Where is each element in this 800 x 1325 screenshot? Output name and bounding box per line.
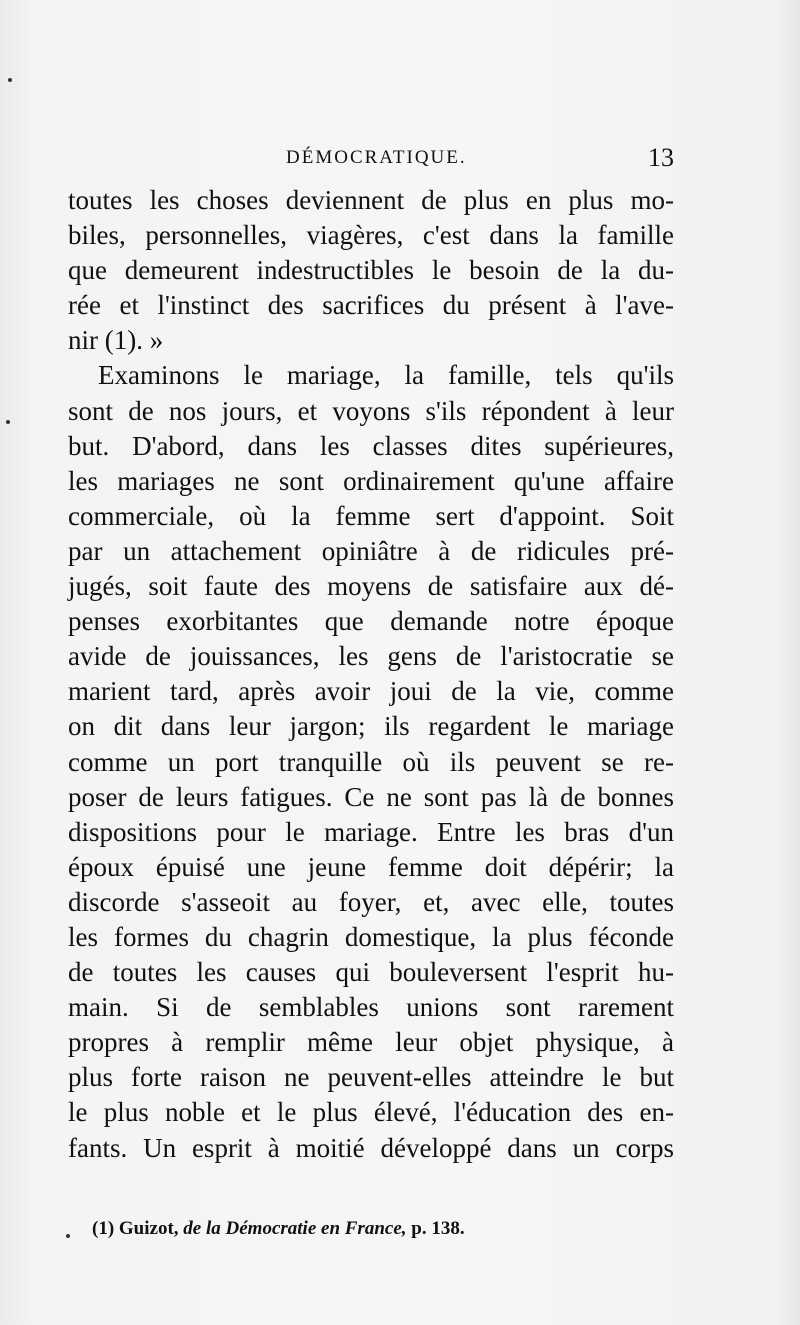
- text-line: fants. Un esprit à moitié développé dans un corps: [68, 1132, 674, 1163]
- text-line: plus forte raison ne peuvent-elles atteindre le but: [68, 1062, 674, 1093]
- footnote-page: p. 138.: [411, 1218, 465, 1239]
- text-line: poser de leurs fatigues. Ce ne sont pas là de bonnes: [68, 781, 674, 812]
- text-line: les mariages ne sont ordinairement qu'une affaire: [68, 465, 674, 496]
- page-header: [68, 143, 674, 179]
- page-number: 13: [648, 143, 674, 172]
- text-line: le plus noble et le plus élevé, l'éducation des en-: [68, 1097, 674, 1128]
- text-line: main. Si de semblables unions sont rarement: [68, 992, 674, 1023]
- text-line: jugés, soit faute des moyens de satisfaire aux dé-: [68, 571, 674, 602]
- body-text: [68, 183, 674, 1166]
- text-line: sont de nos jours, et voyons s'ils répondent à leur: [68, 395, 674, 426]
- footnote: [92, 1218, 465, 1240]
- text-line: commerciale, où la femme sert d'appoint. Soit: [68, 500, 674, 531]
- text-line: but. D'abord, dans les classes dites supérieures,: [68, 430, 674, 461]
- margin-speck: [66, 1234, 70, 1238]
- margin-speck: [6, 420, 10, 424]
- text-line: discorde s'asseoit au foyer, et, avec elle, toutes: [68, 886, 674, 917]
- footnote-title: de la Démocratie en France,: [183, 1218, 407, 1239]
- margin-speck: [8, 78, 12, 82]
- text-line: Examinons le mariage, la famille, tels qu'ils: [98, 360, 674, 391]
- footnote-author: Guizot,: [118, 1218, 179, 1239]
- running-title: DÉMOCRATIQUE.: [286, 147, 467, 168]
- text-line: biles, personnelles, viagères, c'est dans la famille: [68, 220, 674, 251]
- text-line: dispositions pour le mariage. Entre les bras d'un: [68, 816, 674, 847]
- text-line: rée et l'instinct des sacrifices du présent à l'ave-: [68, 290, 674, 321]
- text-line: marient tard, après avoir joui de la vie, comme: [68, 676, 674, 707]
- text-line: époux épuisé une jeune femme doit dépérir; la: [68, 851, 674, 882]
- text-line: nir (1). »: [68, 325, 164, 356]
- text-line: toutes les choses deviennent de plus en plus mo-: [68, 185, 674, 215]
- text-line: penses exorbitantes que demande notre époque: [68, 606, 674, 637]
- text-line: on dit dans leur jargon; ils regardent le mariage: [68, 711, 674, 742]
- footnote-marker: (1): [92, 1218, 115, 1239]
- text-line: que demeurent indestructibles le besoin de la du-: [68, 255, 674, 286]
- text-line: propres à remplir même leur objet physique, à: [68, 1027, 674, 1058]
- text-line: comme un port tranquille où ils peuvent se re-: [68, 746, 674, 777]
- text-line: avide de jouissances, les gens de l'aristocratie se: [68, 641, 674, 672]
- text-line: de toutes les causes qui bouleversent l'esprit hu-: [68, 957, 674, 988]
- text-line: par un attachement opiniâtre à de ridicules pré-: [68, 535, 674, 566]
- text-line: les formes du chagrin domestique, la plus féconde: [68, 921, 674, 952]
